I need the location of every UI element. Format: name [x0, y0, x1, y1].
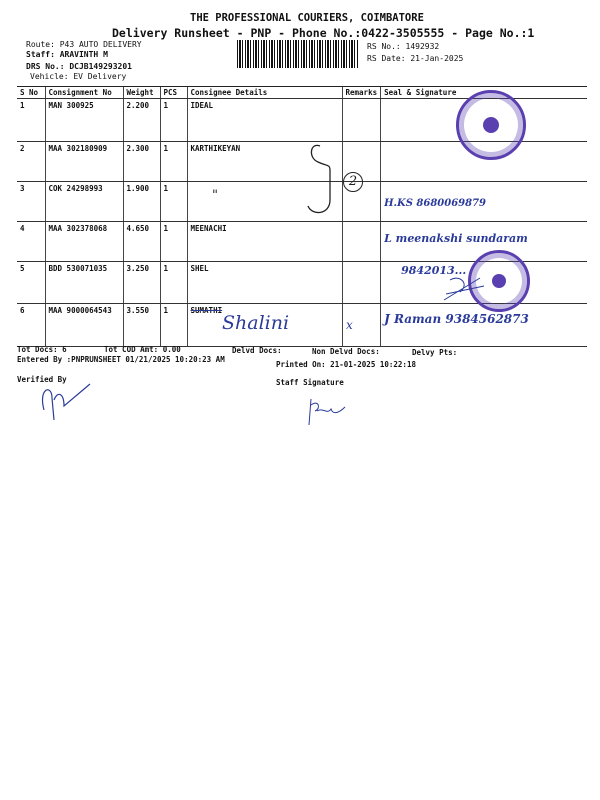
sno: 3	[17, 182, 45, 222]
printed-on: Printed On: 21-01-2025 10:22:18	[276, 360, 416, 369]
col-weight: Weight	[123, 87, 160, 99]
remarks	[342, 99, 381, 142]
sno: 6	[17, 304, 45, 347]
delivered-docs: Delvd Docs:	[232, 346, 282, 355]
sno: 4	[17, 222, 45, 262]
remark-mark: x	[346, 318, 353, 332]
consignment-no: COK 24298993	[45, 182, 123, 222]
pcs: 1	[160, 142, 187, 182]
sno: 1	[17, 99, 45, 142]
consignment-no: MAA 9000064543	[45, 304, 123, 347]
signature: H.KS 8680069879	[381, 182, 587, 222]
staff-signature	[305, 395, 355, 430]
verified-by-label: Verified By	[17, 375, 67, 384]
weight: 4.650	[123, 222, 160, 262]
consignment-no: MAN 300925	[45, 99, 123, 142]
recipient-signature: Shalini	[222, 312, 290, 334]
weight: 3.250	[123, 262, 160, 304]
circled-number: 2	[343, 172, 363, 192]
pcs: 1	[160, 222, 187, 262]
col-pcs: PCS	[160, 87, 187, 99]
sno: 2	[17, 142, 45, 182]
consignee: MEENACHI	[187, 222, 342, 262]
total-cod-amount: Tot COD Amt: 0.00	[104, 345, 181, 354]
entered-by: Entered By :PNPRUNSHEET 01/21/2025 10:20:23 AM	[17, 355, 225, 364]
pcs: 1	[160, 182, 187, 222]
sno: 5	[17, 262, 45, 304]
signature: L meenakshi sundaram	[381, 222, 587, 262]
delivery-points: Delvy Pts:	[412, 348, 458, 357]
consignee: KARTHIKEYAN	[187, 142, 342, 182]
non-delivered-docs: Non Delvd Docs:	[312, 347, 380, 356]
company-name: THE PROFESSIONAL COURIERS, COIMBATORE	[190, 12, 424, 24]
vehicle: Vehicle: EV Delivery	[30, 72, 127, 81]
remarks	[342, 262, 381, 304]
remarks	[342, 222, 381, 262]
col-signature: Seal & Signature	[381, 87, 587, 99]
consignment-no: BDD 530071035	[45, 262, 123, 304]
weight: 3.550	[123, 304, 160, 347]
pcs: 1	[160, 262, 187, 304]
route: Route: P43 AUTO DELIVERY	[26, 40, 142, 49]
total-docs: Tot Docs: 6	[17, 345, 67, 354]
col-consignment: Consignment No	[45, 87, 123, 99]
document-title: Delivery Runsheet - PNP - Phone No.:0422-3505555 - Page No.:1	[112, 26, 535, 40]
company-seal-stamp	[456, 90, 526, 160]
weight: 2.200	[123, 99, 160, 142]
staff-signature-label: Staff Signature	[276, 378, 344, 387]
seal-signature-scribble	[440, 270, 490, 305]
drs-number: DRS No.: DCJB149293201	[26, 62, 132, 71]
col-remarks: Remarks	[342, 87, 381, 99]
consignment-no: MAA 302180909	[45, 142, 123, 182]
rs-date: RS Date: 21-Jan-2025	[367, 54, 464, 63]
consignee: SUMATHI	[187, 304, 342, 347]
col-sno: S No	[17, 87, 45, 99]
signature: 9842013...	[381, 262, 587, 304]
ditto-mark: "	[212, 188, 218, 203]
consignee: SHEL	[187, 262, 342, 304]
weight: 2.300	[123, 142, 160, 182]
barcode	[237, 40, 359, 68]
staff: Staff: ARAVINTH M	[26, 50, 108, 59]
pcs: 1	[160, 304, 187, 347]
pcs: 1	[160, 99, 187, 142]
signature: J Raman 9384562873	[381, 304, 587, 347]
weight: 1.900	[123, 182, 160, 222]
verifier-signature	[30, 380, 100, 430]
consignee: IDEAL	[187, 99, 342, 142]
col-consignee: Consignee Details	[187, 87, 342, 99]
rs-number: RS No.: 1492932	[367, 42, 440, 51]
consignment-no: MAA 302378068	[45, 222, 123, 262]
